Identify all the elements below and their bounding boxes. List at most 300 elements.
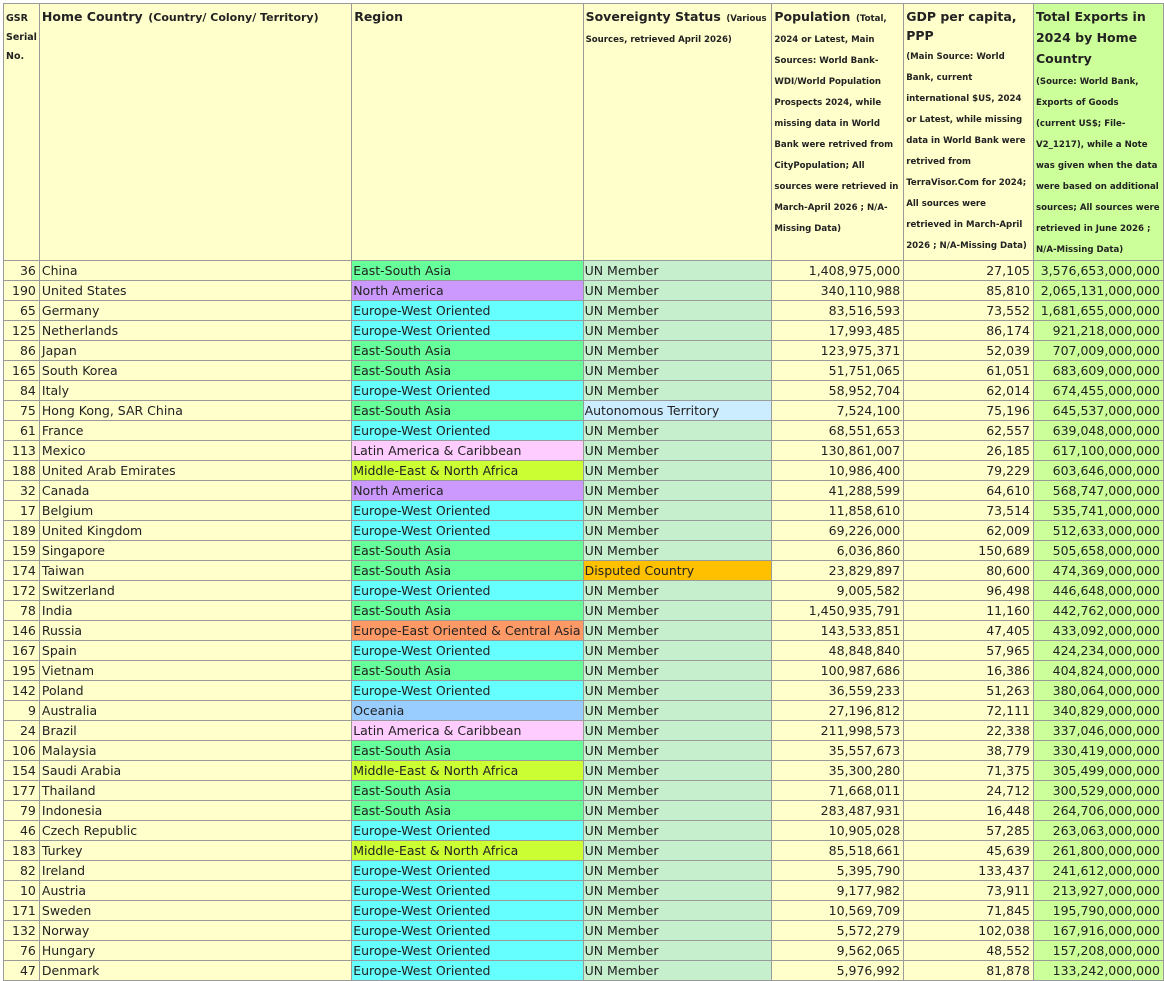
table-row [4, 321, 1164, 341]
header-cell-gdp[interactable] [904, 4, 1034, 261]
cell-exports[interactable]: 674,455,000,000 [1033, 381, 1163, 401]
table-row [4, 561, 1164, 581]
cell-serial[interactable]: 174 [4, 561, 40, 581]
cell-population[interactable]: 143,533,851 [772, 621, 904, 641]
cell-country[interactable]: Austria [39, 881, 351, 901]
table-row [4, 361, 1164, 381]
cell-serial[interactable]: 82 [4, 861, 40, 881]
cell-status[interactable]: UN Member [583, 761, 772, 781]
cell-exports[interactable]: 2,065,131,000,000 [1033, 281, 1163, 301]
cell-gdp[interactable]: 51,263 [904, 681, 1034, 701]
cell-exports[interactable]: 442,762,000,000 [1033, 601, 1163, 621]
cell-exports[interactable]: 505,658,000,000 [1033, 541, 1163, 561]
cell-country[interactable]: United Kingdom [39, 521, 351, 541]
cell-serial[interactable]: 154 [4, 761, 40, 781]
cell-country[interactable]: Brazil [39, 721, 351, 741]
cell-gdp[interactable]: 86,174 [904, 321, 1034, 341]
table-row [4, 661, 1164, 681]
table-row [4, 421, 1164, 441]
table-row [4, 401, 1164, 421]
cell-region[interactable]: Europe-West Oriented [352, 381, 583, 401]
table-row [4, 381, 1164, 401]
cell-gdp[interactable]: 57,285 [904, 821, 1034, 841]
cell-region[interactable]: Europe-West Oriented [352, 521, 583, 541]
cell-serial[interactable]: 75 [4, 401, 40, 421]
cell-gdp[interactable]: 96,498 [904, 581, 1034, 601]
cell-serial[interactable]: 125 [4, 321, 40, 341]
table-row [4, 961, 1164, 981]
cell-exports[interactable]: 157,208,000,000 [1033, 941, 1163, 961]
cell-serial[interactable]: 65 [4, 301, 40, 321]
cell-country[interactable]: Japan [39, 341, 351, 361]
cell-gdp[interactable]: 62,014 [904, 381, 1034, 401]
cell-serial[interactable]: 177 [4, 781, 40, 801]
table-row [4, 821, 1164, 841]
cell-population[interactable]: 5,976,992 [772, 961, 904, 981]
cell-country[interactable]: Saudi Arabia [39, 761, 351, 781]
cell-region[interactable]: North America [352, 281, 583, 301]
cell-status[interactable]: UN Member [583, 501, 772, 521]
cell-country[interactable]: Vietnam [39, 661, 351, 681]
cell-region[interactable]: Europe-West Oriented [352, 641, 583, 661]
cell-serial[interactable]: 183 [4, 841, 40, 861]
cell-gdp[interactable]: 16,386 [904, 661, 1034, 681]
cell-serial[interactable]: 84 [4, 381, 40, 401]
cell-serial[interactable]: 188 [4, 461, 40, 481]
cell-status[interactable]: UN Member [583, 481, 772, 501]
cell-population[interactable]: 9,562,065 [772, 941, 904, 961]
cell-region[interactable]: East-South Asia [352, 361, 583, 381]
cell-gdp[interactable]: 73,552 [904, 301, 1034, 321]
cell-serial[interactable]: 132 [4, 921, 40, 941]
cell-exports[interactable]: 241,612,000,000 [1033, 861, 1163, 881]
cell-gdp[interactable]: 64,610 [904, 481, 1034, 501]
cell-region[interactable]: East-South Asia [352, 661, 583, 681]
cell-exports[interactable]: 474,369,000,000 [1033, 561, 1163, 581]
table-row [4, 921, 1164, 941]
cell-serial[interactable]: 9 [4, 701, 40, 721]
header-cell-status[interactable] [583, 4, 772, 261]
cell-region[interactable]: Europe-West Oriented [352, 861, 583, 881]
cell-population[interactable]: 17,993,485 [772, 321, 904, 341]
header-cell-serial[interactable] [4, 4, 40, 261]
cell-population[interactable]: 23,829,897 [772, 561, 904, 581]
table-row [4, 281, 1164, 301]
cell-gdp[interactable]: 24,712 [904, 781, 1034, 801]
header-status-label: Sovereignty Status [585, 9, 721, 24]
cell-country[interactable]: Italy [39, 381, 351, 401]
cell-exports[interactable]: 404,824,000,000 [1033, 661, 1163, 681]
cell-gdp[interactable]: 79,229 [904, 461, 1034, 481]
table-row [4, 441, 1164, 461]
table-row [4, 641, 1164, 661]
cell-population[interactable]: 9,005,582 [772, 581, 904, 601]
cell-country[interactable]: Spain [39, 641, 351, 661]
cell-status[interactable]: UN Member [583, 521, 772, 541]
cell-region[interactable]: Oceania [352, 701, 583, 721]
header-cell-exports[interactable] [1033, 4, 1163, 261]
cell-status[interactable]: UN Member [583, 701, 772, 721]
cell-exports[interactable]: 617,100,000,000 [1033, 441, 1163, 461]
cell-exports[interactable]: 707,009,000,000 [1033, 341, 1163, 361]
cell-gdp[interactable]: 16,448 [904, 801, 1034, 821]
cell-exports[interactable]: 645,537,000,000 [1033, 401, 1163, 421]
cell-gdp[interactable]: 133,437 [904, 861, 1034, 881]
cell-exports[interactable]: 380,064,000,000 [1033, 681, 1163, 701]
cell-gdp[interactable]: 22,338 [904, 721, 1034, 741]
cell-gdp[interactable]: 48,552 [904, 941, 1034, 961]
cell-country[interactable]: Indonesia [39, 801, 351, 821]
table-row [4, 721, 1164, 741]
cell-status[interactable]: UN Member [583, 341, 772, 361]
cell-region[interactable]: Europe-West Oriented [352, 421, 583, 441]
cell-region[interactable]: Europe-West Oriented [352, 581, 583, 601]
cell-gdp[interactable]: 62,009 [904, 521, 1034, 541]
cell-status[interactable]: UN Member [583, 721, 772, 741]
cell-gdp[interactable]: 71,375 [904, 761, 1034, 781]
cell-region[interactable]: Middle-East & North Africa [352, 461, 583, 481]
cell-region[interactable]: East-South Asia [352, 741, 583, 761]
cell-status[interactable]: UN Member [583, 421, 772, 441]
cell-exports[interactable]: 1,681,655,000,000 [1033, 301, 1163, 321]
cell-country[interactable]: Netherlands [39, 321, 351, 341]
cell-serial[interactable]: 17 [4, 501, 40, 521]
cell-exports[interactable]: 3,576,653,000,000 [1033, 261, 1163, 281]
cell-exports[interactable]: 264,706,000,000 [1033, 801, 1163, 821]
cell-population[interactable]: 35,557,673 [772, 741, 904, 761]
cell-status[interactable]: UN Member [583, 441, 772, 461]
table-row [4, 781, 1164, 801]
cell-country[interactable]: Hong Kong, SAR China [39, 401, 351, 421]
cell-serial[interactable]: 78 [4, 601, 40, 621]
table-row [4, 941, 1164, 961]
cell-population[interactable]: 41,288,599 [772, 481, 904, 501]
cell-gdp[interactable]: 38,779 [904, 741, 1034, 761]
cell-population[interactable]: 340,110,988 [772, 281, 904, 301]
cell-region[interactable]: Latin America & Caribbean [352, 441, 583, 461]
cell-population[interactable]: 85,518,661 [772, 841, 904, 861]
table-row [4, 701, 1164, 721]
cell-population[interactable]: 48,848,840 [772, 641, 904, 661]
cell-status[interactable]: UN Member [583, 541, 772, 561]
cell-gdp[interactable]: 150,689 [904, 541, 1034, 561]
cell-country[interactable]: Ireland [39, 861, 351, 881]
cell-population[interactable]: 1,450,935,791 [772, 601, 904, 621]
header-gdp-note: (Main Source: World Bank, current international $US, 2024 or Latest, while missing data in World Bank were retrived from TerraVisor.Com for 2024; All sources were retrieved in March-April 2026 ; N/A-Missing Data) [906, 52, 1027, 251]
cell-country[interactable]: Malaysia [39, 741, 351, 761]
cell-status[interactable]: UN Member [583, 861, 772, 881]
cell-country[interactable]: Canada [39, 481, 351, 501]
cell-country[interactable]: Mexico [39, 441, 351, 461]
cell-country[interactable]: Australia [39, 701, 351, 721]
cell-gdp[interactable]: 26,185 [904, 441, 1034, 461]
cell-gdp[interactable]: 80,600 [904, 561, 1034, 581]
cell-population[interactable]: 1,408,975,000 [772, 261, 904, 281]
cell-population[interactable]: 51,751,065 [772, 361, 904, 381]
cell-status[interactable]: UN Member [583, 621, 772, 641]
cell-population[interactable]: 123,975,371 [772, 341, 904, 361]
cell-serial[interactable]: 46 [4, 821, 40, 841]
cell-serial[interactable]: 172 [4, 581, 40, 601]
cell-serial[interactable]: 24 [4, 721, 40, 741]
header-gdp-label: GDP per capita, PPP [906, 9, 1017, 43]
cell-gdp[interactable]: 85,810 [904, 281, 1034, 301]
cell-region[interactable]: East-South Asia [352, 561, 583, 581]
cell-exports[interactable]: 921,218,000,000 [1033, 321, 1163, 341]
cell-country[interactable]: South Korea [39, 361, 351, 381]
cell-region[interactable]: Middle-East & North Africa [352, 761, 583, 781]
table-row [4, 301, 1164, 321]
cell-gdp[interactable]: 57,965 [904, 641, 1034, 661]
cell-status[interactable]: UN Member [583, 641, 772, 661]
cell-country[interactable]: Thailand [39, 781, 351, 801]
cell-region[interactable]: Europe-West Oriented [352, 501, 583, 521]
cell-region[interactable]: Europe-West Oriented [352, 301, 583, 321]
table-row [4, 341, 1164, 361]
cell-region[interactable]: East-South Asia [352, 801, 583, 821]
cell-population[interactable]: 7,524,100 [772, 401, 904, 421]
cell-exports[interactable]: 446,648,000,000 [1033, 581, 1163, 601]
cell-status[interactable]: UN Member [583, 681, 772, 701]
cell-population[interactable]: 27,196,812 [772, 701, 904, 721]
cell-region[interactable]: East-South Asia [352, 341, 583, 361]
cell-region[interactable]: Europe-West Oriented [352, 821, 583, 841]
cell-status[interactable]: UN Member [583, 821, 772, 841]
header-exports-note: (Source: World Bank, Exports of Goods (current US$; File-V2_1217), while a Note was given when the data were based on additional sources; All sources were retrieved in June 2026 ; N/A-Missing Data) [1035, 77, 1160, 255]
cell-country[interactable]: Singapore [39, 541, 351, 561]
cell-population[interactable]: 100,987,686 [772, 661, 904, 681]
cell-exports[interactable]: 167,916,000,000 [1033, 921, 1163, 941]
table-row [4, 801, 1164, 821]
cell-country[interactable]: India [39, 601, 351, 621]
header-population-label: Population [774, 9, 851, 24]
cell-region[interactable]: Europe-West Oriented [352, 321, 583, 341]
cell-serial[interactable]: 146 [4, 621, 40, 641]
cell-country[interactable]: Denmark [39, 961, 351, 981]
cell-status[interactable]: UN Member [583, 381, 772, 401]
cell-population[interactable]: 10,986,400 [772, 461, 904, 481]
header-cell-population[interactable] [772, 4, 904, 261]
cell-gdp[interactable]: 81,878 [904, 961, 1034, 981]
cell-country[interactable]: Taiwan [39, 561, 351, 581]
header-cell-country[interactable] [39, 4, 351, 261]
header-country-note: (Country/ Colony/ Territory) [148, 11, 319, 24]
cell-country[interactable]: Norway [39, 921, 351, 941]
cell-status[interactable]: UN Member [583, 741, 772, 761]
cell-region[interactable]: Europe-East Oriented & Central Asia [352, 621, 583, 641]
cell-population[interactable]: 11,858,610 [772, 501, 904, 521]
cell-status[interactable]: UN Member [583, 581, 772, 601]
cell-exports[interactable]: 568,747,000,000 [1033, 481, 1163, 501]
cell-exports[interactable]: 133,242,000,000 [1033, 961, 1163, 981]
cell-status[interactable]: UN Member [583, 661, 772, 681]
cell-serial[interactable]: 76 [4, 941, 40, 961]
cell-region[interactable]: Europe-West Oriented [352, 941, 583, 961]
cell-country[interactable]: Germany [39, 301, 351, 321]
cell-gdp[interactable]: 61,051 [904, 361, 1034, 381]
cell-status[interactable]: UN Member [583, 321, 772, 341]
cell-exports[interactable]: 195,790,000,000 [1033, 901, 1163, 921]
cell-status[interactable]: UN Member [583, 801, 772, 821]
cell-status[interactable]: UN Member [583, 281, 772, 301]
cell-country[interactable]: Czech Republic [39, 821, 351, 841]
cell-population[interactable]: 71,668,011 [772, 781, 904, 801]
table-row [4, 601, 1164, 621]
cell-population[interactable]: 283,487,931 [772, 801, 904, 821]
cell-region[interactable]: Europe-West Oriented [352, 881, 583, 901]
cell-region[interactable]: East-South Asia [352, 261, 583, 281]
cell-exports[interactable]: 213,927,000,000 [1033, 881, 1163, 901]
cell-population[interactable]: 211,998,573 [772, 721, 904, 741]
cell-status[interactable]: UN Member [583, 261, 772, 281]
cell-gdp[interactable]: 27,105 [904, 261, 1034, 281]
table-row [4, 521, 1164, 541]
cell-population[interactable]: 35,300,280 [772, 761, 904, 781]
cell-serial[interactable]: 86 [4, 341, 40, 361]
cell-exports[interactable]: 337,046,000,000 [1033, 721, 1163, 741]
cell-status[interactable]: UN Member [583, 781, 772, 801]
cell-status[interactable]: UN Member [583, 601, 772, 621]
cell-region[interactable]: East-South Asia [352, 401, 583, 421]
cell-serial[interactable]: 61 [4, 421, 40, 441]
header-status-note: (Various Sources, retrieved April 2026) [585, 14, 767, 45]
cell-country[interactable]: Poland [39, 681, 351, 701]
header-exports-label: Total Exports in 2024 by Home Country [1035, 9, 1146, 66]
cell-serial[interactable]: 171 [4, 901, 40, 921]
cell-country[interactable]: Hungary [39, 941, 351, 961]
header-population-note: (Total, 2024 or Latest, Main Sources: World Bank-WDI/World Population Prospects 2024, while missing data in World Bank were retrived from CityPopulation; All sources were retrieved in March-April 2026 ; N/A-Missing Data) [774, 14, 899, 234]
cell-exports[interactable]: 639,048,000,000 [1033, 421, 1163, 441]
cell-country[interactable]: France [39, 421, 351, 441]
cell-region[interactable]: Europe-West Oriented [352, 961, 583, 981]
cell-status[interactable]: UN Member [583, 301, 772, 321]
cell-population[interactable]: 6,036,860 [772, 541, 904, 561]
cell-serial[interactable]: 106 [4, 741, 40, 761]
cell-serial[interactable]: 113 [4, 441, 40, 461]
cell-exports[interactable]: 433,092,000,000 [1033, 621, 1163, 641]
table-row [4, 741, 1164, 761]
cell-population[interactable]: 36,559,233 [772, 681, 904, 701]
cell-gdp[interactable]: 62,557 [904, 421, 1034, 441]
cell-country[interactable]: United Arab Emirates [39, 461, 351, 481]
cell-population[interactable]: 83,516,593 [772, 301, 904, 321]
table-row [4, 481, 1164, 501]
cell-status[interactable]: UN Member [583, 841, 772, 861]
cell-serial[interactable]: 159 [4, 541, 40, 561]
cell-exports[interactable]: 340,829,000,000 [1033, 701, 1163, 721]
cell-country[interactable]: Switzerland [39, 581, 351, 601]
cell-country[interactable]: Belgium [39, 501, 351, 521]
cell-population[interactable]: 130,861,007 [772, 441, 904, 461]
cell-population[interactable]: 68,551,653 [772, 421, 904, 441]
cell-status[interactable]: UN Member [583, 961, 772, 981]
cell-gdp[interactable]: 72,111 [904, 701, 1034, 721]
cell-country[interactable]: China [39, 261, 351, 281]
cell-serial[interactable]: 190 [4, 281, 40, 301]
cell-serial[interactable]: 189 [4, 521, 40, 541]
cell-region[interactable]: Latin America & Caribbean [352, 721, 583, 741]
cell-status[interactable]: UN Member [583, 361, 772, 381]
table-row [4, 461, 1164, 481]
cell-status[interactable]: UN Member [583, 901, 772, 921]
cell-region[interactable]: Europe-West Oriented [352, 681, 583, 701]
cell-gdp[interactable]: 47,405 [904, 621, 1034, 641]
cell-country[interactable]: Sweden [39, 901, 351, 921]
cell-region[interactable]: Middle-East & North Africa [352, 841, 583, 861]
cell-region[interactable]: East-South Asia [352, 541, 583, 561]
cell-exports[interactable]: 330,419,000,000 [1033, 741, 1163, 761]
table-row [4, 681, 1164, 701]
cell-exports[interactable]: 424,234,000,000 [1033, 641, 1163, 661]
cell-gdp[interactable]: 102,038 [904, 921, 1034, 941]
table-row [4, 581, 1164, 601]
cell-population[interactable]: 10,905,028 [772, 821, 904, 841]
table-row [4, 621, 1164, 641]
cell-status[interactable]: UN Member [583, 461, 772, 481]
cell-gdp[interactable]: 73,514 [904, 501, 1034, 521]
cell-region[interactable]: North America [352, 481, 583, 501]
cell-country[interactable]: Russia [39, 621, 351, 641]
cell-status[interactable]: UN Member [583, 881, 772, 901]
cell-population[interactable]: 9,177,982 [772, 881, 904, 901]
cell-serial[interactable]: 195 [4, 661, 40, 681]
cell-gdp[interactable]: 71,845 [904, 901, 1034, 921]
cell-exports[interactable]: 603,646,000,000 [1033, 461, 1163, 481]
cell-gdp[interactable]: 73,911 [904, 881, 1034, 901]
cell-exports[interactable]: 300,529,000,000 [1033, 781, 1163, 801]
cell-country[interactable]: Turkey [39, 841, 351, 861]
table-row [4, 541, 1164, 561]
cell-serial[interactable]: 47 [4, 961, 40, 981]
cell-status[interactable]: UN Member [583, 941, 772, 961]
cell-exports[interactable]: 512,633,000,000 [1033, 521, 1163, 541]
cell-serial[interactable]: 32 [4, 481, 40, 501]
cell-exports[interactable]: 683,609,000,000 [1033, 361, 1163, 381]
header-country-label: Home Country [41, 9, 143, 24]
cell-country[interactable]: United States [39, 281, 351, 301]
cell-serial[interactable]: 79 [4, 801, 40, 821]
cell-exports[interactable]: 535,741,000,000 [1033, 501, 1163, 521]
cell-region[interactable]: East-South Asia [352, 601, 583, 621]
cell-exports[interactable]: 263,063,000,000 [1033, 821, 1163, 841]
header-row [4, 4, 1164, 261]
cell-serial[interactable]: 167 [4, 641, 40, 661]
cell-exports[interactable]: 261,800,000,000 [1033, 841, 1163, 861]
cell-region[interactable]: Europe-West Oriented [352, 921, 583, 941]
cell-status[interactable]: UN Member [583, 921, 772, 941]
cell-population[interactable]: 10,569,709 [772, 901, 904, 921]
cell-population[interactable]: 5,572,279 [772, 921, 904, 941]
cell-gdp[interactable]: 75,196 [904, 401, 1034, 421]
cell-gdp[interactable]: 45,639 [904, 841, 1034, 861]
cell-gdp[interactable]: 52,039 [904, 341, 1034, 361]
cell-gdp[interactable]: 11,160 [904, 601, 1034, 621]
header-cell-region[interactable] [352, 4, 583, 261]
cell-region[interactable]: East-South Asia [352, 781, 583, 801]
cell-serial[interactable]: 142 [4, 681, 40, 701]
cell-population[interactable]: 69,226,000 [772, 521, 904, 541]
cell-population[interactable]: 58,952,704 [772, 381, 904, 401]
cell-serial[interactable]: 165 [4, 361, 40, 381]
cell-serial[interactable]: 36 [4, 261, 40, 281]
cell-status[interactable]: Disputed Country [583, 561, 772, 581]
cell-region[interactable]: Europe-West Oriented [352, 901, 583, 921]
cell-population[interactable]: 5,395,790 [772, 861, 904, 881]
cell-exports[interactable]: 305,499,000,000 [1033, 761, 1163, 781]
cell-serial[interactable]: 10 [4, 881, 40, 901]
cell-status[interactable]: Autonomous Territory [583, 401, 772, 421]
header-serial-label: GSR Serial No. [6, 13, 37, 62]
